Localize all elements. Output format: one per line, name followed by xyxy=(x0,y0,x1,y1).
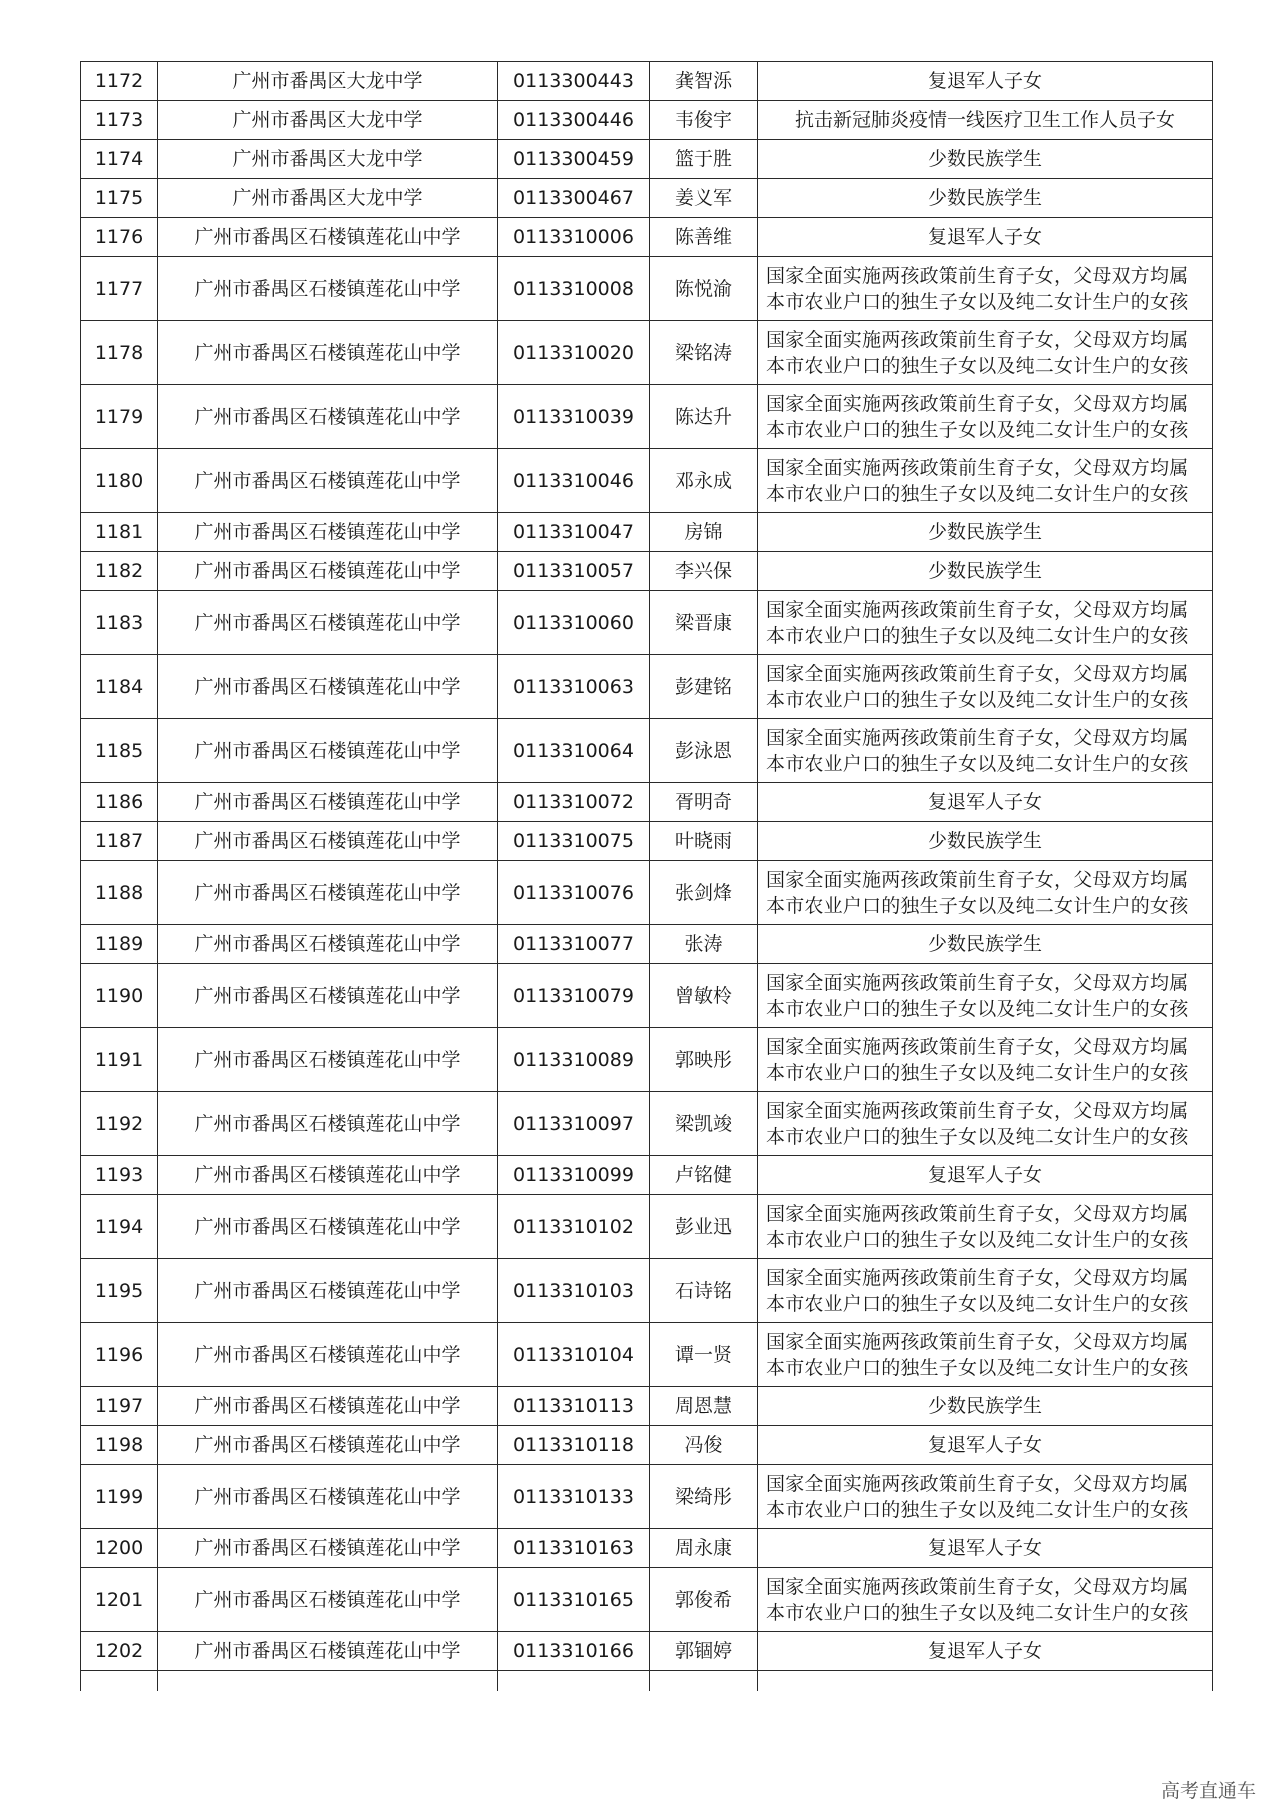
student-name-cell: 陈达升 xyxy=(650,385,758,449)
student-name-cell: 冯俊 xyxy=(650,1426,758,1465)
school-name-cell: 广州市番禺区大龙中学 xyxy=(158,179,498,218)
row-number-cell: 1200 xyxy=(81,1529,158,1568)
student-id-cell: 0113310118 xyxy=(498,1426,650,1465)
table-row xyxy=(81,719,1213,783)
student-name-cell: 彭建铭 xyxy=(650,655,758,719)
row-number-cell: 1178 xyxy=(81,321,158,385)
student-name-cell: 姜义军 xyxy=(650,179,758,218)
row-number-cell: 1173 xyxy=(81,101,158,140)
school-name-cell: 广州市番禺区石楼镇莲花山中学 xyxy=(158,1092,498,1156)
school-name-cell: 广州市番禺区石楼镇莲花山中学 xyxy=(158,513,498,552)
student-name-cell: 梁凯竣 xyxy=(650,1092,758,1156)
table-row xyxy=(81,591,1213,655)
student-id-cell: 0113310079 xyxy=(498,964,650,1028)
row-number-cell: 1175 xyxy=(81,179,158,218)
table-row xyxy=(81,257,1213,321)
student-name-cell: 房锦 xyxy=(650,513,758,552)
category-cell: 复退军人子女 xyxy=(758,1426,1213,1465)
student-id-cell: 0113310166 xyxy=(498,1632,650,1671)
student-id-cell: 0113310163 xyxy=(498,1529,650,1568)
table-row xyxy=(81,822,1213,861)
student-name-cell: 韦俊宇 xyxy=(650,101,758,140)
school-name-cell: 广州市番禺区石楼镇莲花山中学 xyxy=(158,1259,498,1323)
table-row xyxy=(81,1387,1213,1426)
category-cell: 少数民族学生 xyxy=(758,513,1213,552)
school-name-cell: 广州市番禺区石楼镇莲花山中学 xyxy=(158,925,498,964)
table-row xyxy=(81,1092,1213,1156)
category-cell: 国家全面实施两孩政策前生育子女，父母双方均属本市农业户口的独生子女以及纯二女计生户的女孩 xyxy=(758,1323,1213,1387)
table-row xyxy=(81,321,1213,385)
category-cell: 复退军人子女 xyxy=(758,218,1213,257)
category-cell: 国家全面实施两孩政策前生育子女，父母双方均属本市农业户口的独生子女以及纯二女计生户的女孩 xyxy=(758,449,1213,513)
table-row xyxy=(81,1259,1213,1323)
school-name-cell: 广州市番禺区石楼镇莲花山中学 xyxy=(158,385,498,449)
row-number-cell: 1179 xyxy=(81,385,158,449)
school-name-cell: 广州市番禺区石楼镇莲花山中学 xyxy=(158,1426,498,1465)
student-name-cell: 曾敏柃 xyxy=(650,964,758,1028)
student-id-cell: 0113310165 xyxy=(498,1568,650,1632)
table-row xyxy=(81,1529,1213,1568)
table-row xyxy=(81,1028,1213,1092)
table-row xyxy=(81,1632,1213,1671)
student-name-cell: 邓永成 xyxy=(650,449,758,513)
table-row xyxy=(81,218,1213,257)
category-cell: 复退军人子女 xyxy=(758,783,1213,822)
student-id-cell: 0113310020 xyxy=(498,321,650,385)
row-number-cell: 1181 xyxy=(81,513,158,552)
school-name-cell: 广州市番禺区石楼镇莲花山中学 xyxy=(158,964,498,1028)
category-cell: 复退军人子女 xyxy=(758,1156,1213,1195)
student-id-cell: 0113310064 xyxy=(498,719,650,783)
student-id-cell: 0113310102 xyxy=(498,1195,650,1259)
school-name-cell: 广州市番禺区石楼镇莲花山中学 xyxy=(158,1323,498,1387)
row-number-cell: 1183 xyxy=(81,591,158,655)
student-id-cell: 0113300446 xyxy=(498,101,650,140)
row-number-cell: 1191 xyxy=(81,1028,158,1092)
empty-cell xyxy=(158,1671,498,1692)
school-name-cell: 广州市番禺区大龙中学 xyxy=(158,101,498,140)
table-row xyxy=(81,925,1213,964)
student-id-cell: 0113310104 xyxy=(498,1323,650,1387)
student-name-cell: 龚智泺 xyxy=(650,62,758,101)
table-row xyxy=(81,1426,1213,1465)
table-row xyxy=(81,861,1213,925)
table-row xyxy=(81,1568,1213,1632)
school-name-cell: 广州市番禺区石楼镇莲花山中学 xyxy=(158,1028,498,1092)
category-cell: 国家全面实施两孩政策前生育子女，父母双方均属本市农业户口的独生子女以及纯二女计生户的女孩 xyxy=(758,861,1213,925)
student-name-cell: 周永康 xyxy=(650,1529,758,1568)
student-name-cell: 卢铭健 xyxy=(650,1156,758,1195)
table-row xyxy=(81,179,1213,218)
school-name-cell: 广州市番禺区石楼镇莲花山中学 xyxy=(158,1632,498,1671)
row-number-cell: 1198 xyxy=(81,1426,158,1465)
school-name-cell: 广州市番禺区石楼镇莲花山中学 xyxy=(158,1568,498,1632)
student-name-cell: 张涛 xyxy=(650,925,758,964)
student-name-cell: 彭泳恩 xyxy=(650,719,758,783)
table-row xyxy=(81,783,1213,822)
student-name-cell: 陈悦渝 xyxy=(650,257,758,321)
student-name-cell: 郭锢婷 xyxy=(650,1632,758,1671)
student-id-cell: 0113310063 xyxy=(498,655,650,719)
table-row xyxy=(81,1465,1213,1529)
table-row xyxy=(81,1323,1213,1387)
roster-table xyxy=(80,61,1213,1691)
category-cell: 复退军人子女 xyxy=(758,1632,1213,1671)
student-id-cell: 0113310047 xyxy=(498,513,650,552)
row-number-cell: 1195 xyxy=(81,1259,158,1323)
school-name-cell: 广州市番禺区石楼镇莲花山中学 xyxy=(158,1465,498,1529)
category-cell: 少数民族学生 xyxy=(758,1387,1213,1426)
row-number-cell: 1189 xyxy=(81,925,158,964)
category-cell: 国家全面实施两孩政策前生育子女，父母双方均属本市农业户口的独生子女以及纯二女计生户的女孩 xyxy=(758,1259,1213,1323)
table-row xyxy=(81,140,1213,179)
student-name-cell: 梁绮彤 xyxy=(650,1465,758,1529)
school-name-cell: 广州市番禺区石楼镇莲花山中学 xyxy=(158,591,498,655)
student-id-cell: 0113310089 xyxy=(498,1028,650,1092)
student-id-cell: 0113310113 xyxy=(498,1387,650,1426)
category-cell: 少数民族学生 xyxy=(758,140,1213,179)
student-id-cell: 0113300443 xyxy=(498,62,650,101)
row-number-cell: 1187 xyxy=(81,822,158,861)
student-name-cell: 叶晓雨 xyxy=(650,822,758,861)
empty-cell xyxy=(758,1671,1213,1692)
table-row xyxy=(81,101,1213,140)
school-name-cell: 广州市番禺区石楼镇莲花山中学 xyxy=(158,552,498,591)
table-row xyxy=(81,385,1213,449)
student-id-cell: 0113310103 xyxy=(498,1259,650,1323)
empty-cell xyxy=(81,1671,158,1692)
school-name-cell: 广州市番禺区大龙中学 xyxy=(158,140,498,179)
student-id-cell: 0113310060 xyxy=(498,591,650,655)
school-name-cell: 广州市番禺区石楼镇莲花山中学 xyxy=(158,822,498,861)
row-number-cell: 1174 xyxy=(81,140,158,179)
student-name-cell: 李兴保 xyxy=(650,552,758,591)
row-number-cell: 1177 xyxy=(81,257,158,321)
school-name-cell: 广州市番禺区石楼镇莲花山中学 xyxy=(158,321,498,385)
row-number-cell: 1188 xyxy=(81,861,158,925)
student-id-cell: 0113300467 xyxy=(498,179,650,218)
row-number-cell: 1194 xyxy=(81,1195,158,1259)
school-name-cell: 广州市番禺区石楼镇莲花山中学 xyxy=(158,1156,498,1195)
category-cell: 国家全面实施两孩政策前生育子女，父母双方均属本市农业户口的独生子女以及纯二女计生户的女孩 xyxy=(758,719,1213,783)
category-cell: 少数民族学生 xyxy=(758,552,1213,591)
student-id-cell: 0113310075 xyxy=(498,822,650,861)
row-number-cell: 1202 xyxy=(81,1632,158,1671)
category-cell: 国家全面实施两孩政策前生育子女，父母双方均属本市农业户口的独生子女以及纯二女计生户的女孩 xyxy=(758,321,1213,385)
school-name-cell: 广州市番禺区石楼镇莲花山中学 xyxy=(158,783,498,822)
category-cell: 少数民族学生 xyxy=(758,822,1213,861)
student-name-cell: 陈善维 xyxy=(650,218,758,257)
row-number-cell: 1196 xyxy=(81,1323,158,1387)
school-name-cell: 广州市番禺区石楼镇莲花山中学 xyxy=(158,719,498,783)
category-cell: 少数民族学生 xyxy=(758,179,1213,218)
student-name-cell: 张剑烽 xyxy=(650,861,758,925)
student-name-cell: 周恩慧 xyxy=(650,1387,758,1426)
school-name-cell: 广州市番禺区石楼镇莲花山中学 xyxy=(158,1387,498,1426)
row-number-cell: 1201 xyxy=(81,1568,158,1632)
student-name-cell: 梁晋康 xyxy=(650,591,758,655)
row-number-cell: 1199 xyxy=(81,1465,158,1529)
watermark-text: 高考直通车 xyxy=(1160,1780,1256,1802)
row-number-cell: 1180 xyxy=(81,449,158,513)
student-id-cell: 0113310097 xyxy=(498,1092,650,1156)
category-cell: 国家全面实施两孩政策前生育子女，父母双方均属本市农业户口的独生子女以及纯二女计生户的女孩 xyxy=(758,1568,1213,1632)
student-name-cell: 谭一贤 xyxy=(650,1323,758,1387)
table-row xyxy=(81,62,1213,101)
school-name-cell: 广州市番禺区石楼镇莲花山中学 xyxy=(158,1195,498,1259)
table-row xyxy=(81,655,1213,719)
student-id-cell: 0113310008 xyxy=(498,257,650,321)
student-id-cell: 0113310046 xyxy=(498,449,650,513)
student-id-cell: 0113310072 xyxy=(498,783,650,822)
school-name-cell: 广州市番禺区石楼镇莲花山中学 xyxy=(158,655,498,719)
school-name-cell: 广州市番禺区石楼镇莲花山中学 xyxy=(158,449,498,513)
student-id-cell: 0113310057 xyxy=(498,552,650,591)
row-number-cell: 1172 xyxy=(81,62,158,101)
empty-cell xyxy=(498,1671,650,1692)
row-number-cell: 1186 xyxy=(81,783,158,822)
student-id-cell: 0113310039 xyxy=(498,385,650,449)
table-row xyxy=(81,449,1213,513)
student-name-cell: 郭映彤 xyxy=(650,1028,758,1092)
category-cell: 复退军人子女 xyxy=(758,1529,1213,1568)
row-number-cell: 1193 xyxy=(81,1156,158,1195)
student-id-cell: 0113310099 xyxy=(498,1156,650,1195)
student-name-cell: 梁铭涛 xyxy=(650,321,758,385)
category-cell: 国家全面实施两孩政策前生育子女，父母双方均属本市农业户口的独生子女以及纯二女计生户的女孩 xyxy=(758,385,1213,449)
roster-body xyxy=(81,62,1213,1692)
student-id-cell: 0113300459 xyxy=(498,140,650,179)
category-cell: 国家全面实施两孩政策前生育子女，父母双方均属本市农业户口的独生子女以及纯二女计生户的女孩 xyxy=(758,655,1213,719)
school-name-cell: 广州市番禺区石楼镇莲花山中学 xyxy=(158,218,498,257)
category-cell: 国家全面实施两孩政策前生育子女，父母双方均属本市农业户口的独生子女以及纯二女计生户的女孩 xyxy=(758,964,1213,1028)
student-id-cell: 0113310006 xyxy=(498,218,650,257)
student-name-cell: 石诗铭 xyxy=(650,1259,758,1323)
category-cell: 少数民族学生 xyxy=(758,925,1213,964)
table-row-continuation xyxy=(81,1671,1213,1692)
table-row xyxy=(81,552,1213,591)
student-id-cell: 0113310077 xyxy=(498,925,650,964)
category-cell: 国家全面实施两孩政策前生育子女，父母双方均属本市农业户口的独生子女以及纯二女计生户的女孩 xyxy=(758,1028,1213,1092)
category-cell: 国家全面实施两孩政策前生育子女，父母双方均属本市农业户口的独生子女以及纯二女计生户的女孩 xyxy=(758,591,1213,655)
student-id-cell: 0113310133 xyxy=(498,1465,650,1529)
row-number-cell: 1190 xyxy=(81,964,158,1028)
student-name-cell: 彭业迅 xyxy=(650,1195,758,1259)
table-row xyxy=(81,1195,1213,1259)
row-number-cell: 1185 xyxy=(81,719,158,783)
table-row xyxy=(81,1156,1213,1195)
empty-cell xyxy=(650,1671,758,1692)
category-cell: 国家全面实施两孩政策前生育子女，父母双方均属本市农业户口的独生子女以及纯二女计生户的女孩 xyxy=(758,1465,1213,1529)
student-name-cell: 篮于胜 xyxy=(650,140,758,179)
row-number-cell: 1197 xyxy=(81,1387,158,1426)
table-row xyxy=(81,964,1213,1028)
row-number-cell: 1182 xyxy=(81,552,158,591)
student-id-cell: 0113310076 xyxy=(498,861,650,925)
category-cell: 国家全面实施两孩政策前生育子女，父母双方均属本市农业户口的独生子女以及纯二女计生户的女孩 xyxy=(758,257,1213,321)
table-row xyxy=(81,513,1213,552)
school-name-cell: 广州市番禺区石楼镇莲花山中学 xyxy=(158,1529,498,1568)
school-name-cell: 广州市番禺区石楼镇莲花山中学 xyxy=(158,861,498,925)
row-number-cell: 1192 xyxy=(81,1092,158,1156)
category-cell: 国家全面实施两孩政策前生育子女，父母双方均属本市农业户口的独生子女以及纯二女计生户的女孩 xyxy=(758,1195,1213,1259)
row-number-cell: 1184 xyxy=(81,655,158,719)
student-name-cell: 郭俊希 xyxy=(650,1568,758,1632)
school-name-cell: 广州市番禺区大龙中学 xyxy=(158,62,498,101)
student-name-cell: 胥明奇 xyxy=(650,783,758,822)
school-name-cell: 广州市番禺区石楼镇莲花山中学 xyxy=(158,257,498,321)
category-cell: 国家全面实施两孩政策前生育子女，父母双方均属本市农业户口的独生子女以及纯二女计生户的女孩 xyxy=(758,1092,1213,1156)
category-cell: 复退军人子女 xyxy=(758,62,1213,101)
category-cell: 抗击新冠肺炎疫情一线医疗卫生工作人员子女 xyxy=(758,101,1213,140)
row-number-cell: 1176 xyxy=(81,218,158,257)
